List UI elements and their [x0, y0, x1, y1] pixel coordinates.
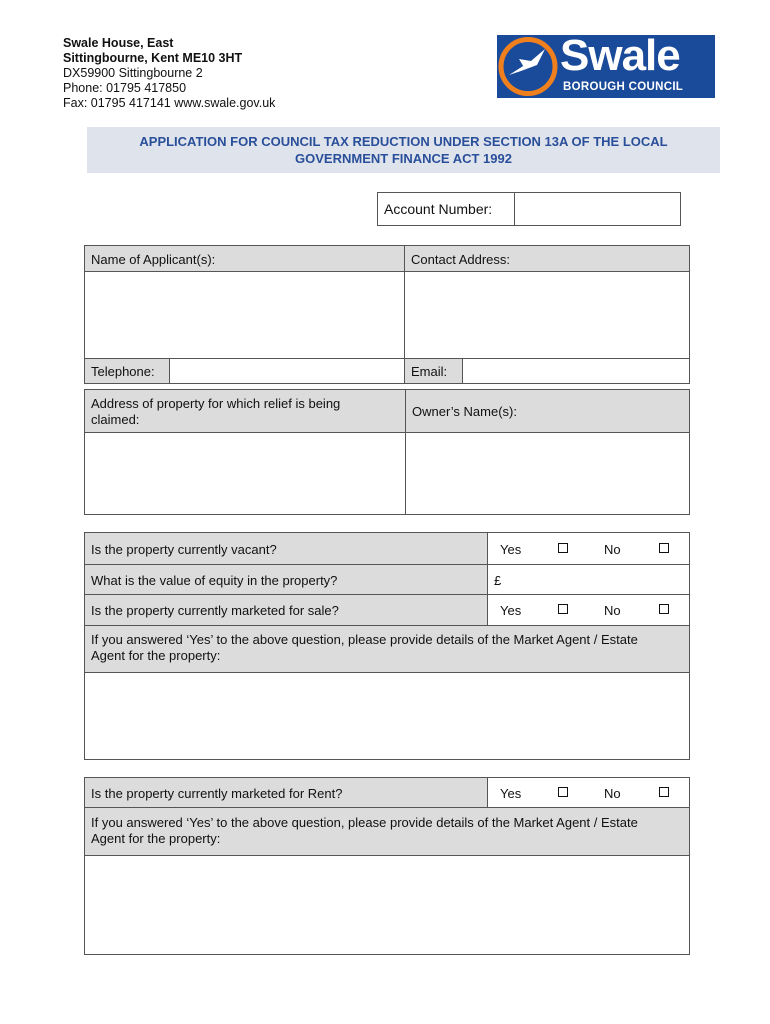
- vacant-no-label: No: [604, 542, 621, 557]
- rent-question-cell: [84, 777, 488, 808]
- form-title-text: APPLICATION FOR COUNCIL TAX REDUCTION UNDER SECTION 13A OF THE LOCAL GOVERNMENT FINANCE ACT 1992: [139, 134, 668, 166]
- phone-line: Phone: 01795 417850: [63, 81, 187, 95]
- telephone-field[interactable]: [169, 358, 405, 384]
- vacant-no-checkbox[interactable]: [659, 543, 669, 553]
- telephone-label: Telephone:: [91, 364, 155, 379]
- rent-details-field[interactable]: [84, 855, 690, 955]
- telephone-header: [84, 358, 170, 384]
- equity-question: What is the value of equity in the property?: [91, 573, 338, 588]
- address-line-2: Sittingbourne, Kent ME10 3HT: [63, 51, 243, 65]
- address-line-1: Swale House, East: [63, 36, 174, 50]
- sale-yes-label: Yes: [500, 603, 522, 618]
- contact-address-label: Contact Address:: [411, 252, 510, 267]
- email-header: [404, 358, 463, 384]
- equity-question-cell: [84, 564, 488, 595]
- sale-details-header: [84, 625, 690, 673]
- applicant-name-label: Name of Applicant(s):: [91, 252, 216, 267]
- swale-logo: [497, 35, 715, 98]
- rent-no-checkbox[interactable]: [659, 787, 669, 797]
- council-address: [63, 36, 275, 111]
- rent-answer-cell: [487, 777, 690, 808]
- vacant-answer-cell: [487, 532, 690, 565]
- vacant-yes-checkbox[interactable]: [558, 543, 568, 553]
- sale-yes-checkbox[interactable]: [558, 604, 568, 614]
- property-address-field[interactable]: [84, 432, 406, 515]
- applicant-name-header: [84, 245, 405, 272]
- account-number-group: [377, 192, 681, 226]
- equity-value-field[interactable]: [487, 564, 690, 595]
- vacant-yes-label: Yes: [500, 542, 522, 557]
- contact-address-header: [404, 245, 690, 272]
- sale-details-label: If you answered ‘Yes’ to the above question, please provide details of the Market Agent / Estate Agent for the property:: [91, 632, 638, 663]
- rent-no-label: No: [604, 786, 621, 801]
- vacant-question-cell: [84, 532, 488, 565]
- rent-details-label: If you answered ‘Yes’ to the above question, please provide details of the Market Agent / Estate Agent for the property:: [91, 815, 638, 846]
- owner-name-field[interactable]: [405, 432, 690, 515]
- sale-question-cell: [84, 594, 488, 626]
- contact-address-field[interactable]: [404, 271, 690, 359]
- rent-yes-checkbox[interactable]: [558, 787, 568, 797]
- applicant-name-field[interactable]: [84, 271, 405, 359]
- property-address-header: [84, 389, 406, 433]
- account-number-label: Account Number:: [384, 201, 493, 217]
- account-number-field[interactable]: [514, 192, 681, 226]
- rent-question: Is the property currently marketed for Rent?: [91, 786, 343, 801]
- email-field[interactable]: [462, 358, 690, 384]
- swallow-emblem-icon: [497, 35, 561, 98]
- owner-name-label: Owner’s Name(s):: [412, 404, 517, 419]
- sale-no-checkbox[interactable]: [659, 604, 669, 614]
- property-address-label: Address of property for which relief is being claimed:: [91, 396, 341, 427]
- form-title: [87, 127, 720, 173]
- vacant-question: Is the property currently vacant?: [91, 542, 277, 557]
- rent-yes-label: Yes: [500, 786, 522, 801]
- fax-line: Fax: 01795 417141 www.swale.gov.uk: [63, 96, 276, 110]
- sale-no-label: No: [604, 603, 621, 618]
- sale-answer-cell: [487, 594, 690, 626]
- sale-details-field[interactable]: [84, 672, 690, 760]
- logo-wordmark: Swale: [560, 35, 680, 80]
- owner-name-header: [405, 389, 690, 433]
- email-label: Email:: [411, 364, 448, 379]
- rent-details-header: [84, 807, 690, 856]
- logo-subtitle: BOROUGH COUNCIL: [563, 81, 684, 93]
- sale-question: Is the property currently marketed for sale?: [91, 603, 339, 618]
- address-line-3: DX59900 Sittingbourne 2: [63, 66, 203, 80]
- currency-symbol: £: [494, 573, 502, 588]
